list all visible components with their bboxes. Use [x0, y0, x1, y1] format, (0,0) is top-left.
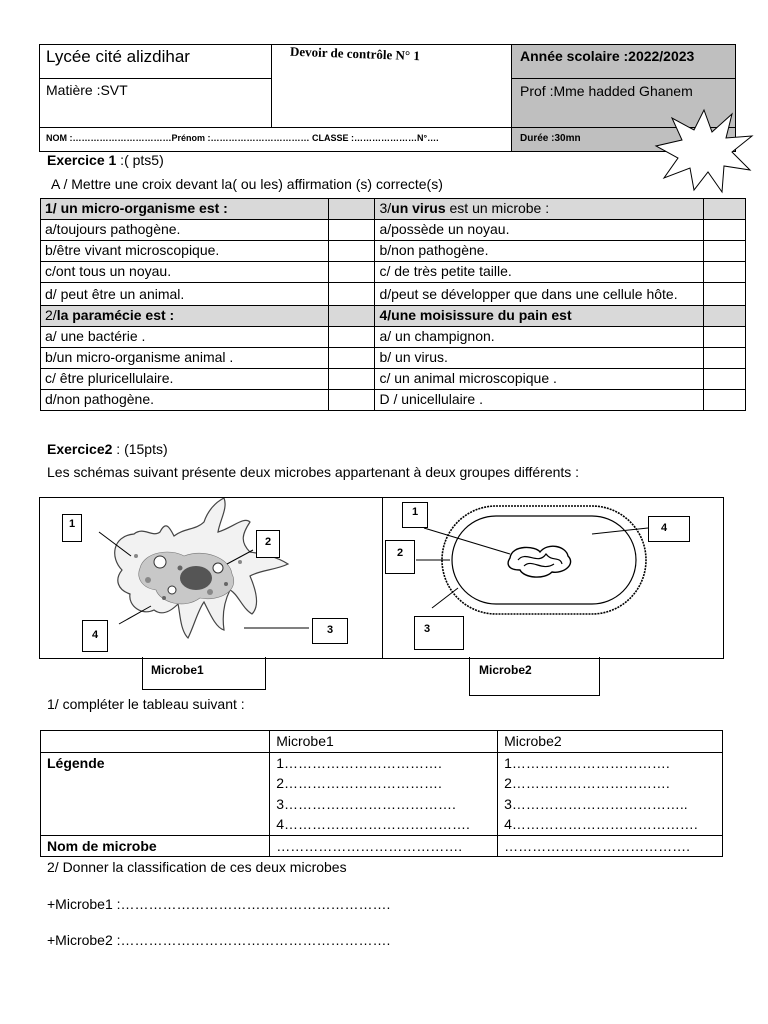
student-info-line: NOM :……………………………Prénom :…………………………… CLASSE :…………………N°….: [46, 133, 439, 143]
microbe1-label-box-1: 1: [62, 514, 82, 542]
answer-box[interactable]: [329, 369, 375, 390]
option: b/ un virus.: [375, 348, 703, 369]
microbe1-legend-answers[interactable]: [270, 752, 498, 835]
microbe1-name-answer[interactable]: ………………………………….: [270, 835, 498, 857]
answer-line[interactable]: 1…………………………….: [276, 754, 442, 771]
quiz-row: [41, 369, 746, 390]
quiz-header-row: [41, 199, 746, 220]
subject: Matière :SVT: [46, 82, 128, 98]
answer-box[interactable]: [703, 369, 745, 390]
legend-label: Légende: [41, 752, 270, 835]
exercise2-title: Exercice2 : (15pts): [47, 441, 168, 457]
exercise1-instruction: A / Mettre une croix devant la( ou les) affirmation (s) correcte(s): [51, 176, 443, 192]
school-year: Année scolaire :2022/2023: [520, 48, 695, 64]
option: c/ont tous un noyau.: [41, 262, 329, 283]
microbe1-label-box-3: 3: [312, 618, 348, 644]
legend-row: [41, 752, 723, 835]
answer-box[interactable]: [703, 306, 745, 327]
microbe1-label: Microbe1: [151, 663, 204, 677]
classification-answer-2[interactable]: +Microbe2 :………………………………………………….: [47, 932, 391, 948]
school-year-cell: [512, 45, 735, 79]
microbe2-label-box-4: 4: [648, 516, 690, 542]
teacher: Prof :Mme hadded Ghanem: [520, 83, 693, 99]
answer-line[interactable]: 4………………………………….: [504, 816, 698, 832]
answer-line[interactable]: 4………………………………….: [276, 816, 470, 832]
answer-line[interactable]: 1…………………………….: [504, 754, 670, 771]
answer-box[interactable]: [329, 199, 375, 220]
grade-star-badge: [654, 108, 754, 194]
title-cell: [272, 45, 512, 128]
quiz-row: [41, 348, 746, 369]
exam-title: Devoir de contrôle N° 1: [289, 43, 421, 64]
answer-box[interactable]: [703, 220, 745, 241]
option: b/être vivant microscopique.: [41, 241, 329, 262]
question-2: 2/la paramécie est :: [41, 306, 329, 327]
answer-box[interactable]: [329, 241, 375, 262]
question-3: 3/un virus est un microbe :: [375, 199, 703, 220]
answer-box[interactable]: [703, 241, 745, 262]
answer-box[interactable]: [329, 306, 375, 327]
answer-line[interactable]: 3……………………………….: [276, 795, 456, 812]
option: c/ un animal microscopique .: [375, 369, 703, 390]
school-name: Lycée cité alizdihar: [46, 47, 190, 66]
option: a/ un champignon.: [375, 327, 703, 348]
answer-line[interactable]: 3………………………………..: [504, 795, 688, 812]
name-row: [41, 835, 723, 857]
name-label: Nom de microbe: [41, 835, 270, 857]
col-microbe2: Microbe2: [498, 731, 723, 753]
option: a/toujours pathogène.: [41, 220, 329, 241]
option: d/non pathogène.: [41, 390, 329, 411]
subject-cell: [40, 79, 272, 128]
microbe2-legend-answers[interactable]: [498, 752, 723, 835]
classification-answer-1[interactable]: +Microbe1 :………………………………………………….: [47, 896, 391, 912]
question-4: 4/une moisissure du pain est: [375, 306, 703, 327]
school-cell: [40, 45, 272, 79]
duration: Durée :30mn: [520, 133, 581, 144]
microbe2-label-box-2: 2: [385, 540, 415, 574]
microbe2-label-box: [469, 657, 600, 696]
exercise2-question2: 2/ Donner la classification de ces deux microbes: [47, 859, 347, 875]
answer-box[interactable]: [329, 390, 375, 411]
option: D / unicellulaire .: [375, 390, 703, 411]
quiz-row: [41, 241, 746, 262]
microbe2-label-box-1: 1: [402, 502, 428, 528]
quiz-row: [41, 390, 746, 411]
answer-box[interactable]: [703, 283, 745, 306]
microbe1-label-box-2: 2: [256, 530, 280, 558]
answer-box[interactable]: [703, 199, 745, 220]
option: c/ de très petite taille.: [375, 262, 703, 283]
exercise1-title: Exercice 1 :( pts5): [47, 152, 164, 168]
option: c/ être pluricellulaire.: [41, 369, 329, 390]
exercise2-question1: 1/ compléter le tableau suivant :: [47, 696, 245, 712]
answer-box[interactable]: [329, 348, 375, 369]
answer-box[interactable]: [703, 327, 745, 348]
microbe1-label-box-4: 4: [82, 620, 108, 652]
exercise2-intro: Les schémas suivant présente deux microbes appartenant à deux groupes différents :: [47, 464, 580, 480]
microbe2-name-answer[interactable]: ………………………………….: [498, 835, 723, 857]
answer-box[interactable]: [703, 348, 745, 369]
quiz-row: [41, 283, 746, 306]
answer-box[interactable]: [329, 327, 375, 348]
quiz-table: [40, 198, 746, 411]
quiz-row: [41, 220, 746, 241]
microbe1-label-box: [142, 657, 266, 690]
empty-cell: [41, 731, 270, 753]
question-1: 1/ un micro-organisme est :: [41, 199, 329, 220]
exam-header: [39, 44, 736, 152]
option: b/un micro-organisme animal .: [41, 348, 329, 369]
microbe-table-header: [41, 731, 723, 753]
answer-box[interactable]: [329, 220, 375, 241]
microbe-table: [40, 730, 723, 857]
answer-line[interactable]: 2…………………………….: [504, 775, 670, 791]
answer-box[interactable]: [329, 262, 375, 283]
col-microbe1: Microbe1: [270, 731, 498, 753]
microbe2-label: Microbe2: [479, 663, 532, 677]
quiz-row: [41, 327, 746, 348]
microbe2-label-box-3: 3: [414, 616, 464, 650]
answer-box[interactable]: [703, 390, 745, 411]
quiz-row: [41, 262, 746, 283]
student-info-cell: [40, 128, 512, 151]
option: a/ une bactérie .: [41, 327, 329, 348]
answer-box[interactable]: [329, 283, 375, 306]
option: b/non pathogène.: [375, 241, 703, 262]
answer-line[interactable]: 2…………………………….: [276, 775, 442, 791]
quiz-header-row: [41, 306, 746, 327]
option: a/possède un noyau.: [375, 220, 703, 241]
answer-box[interactable]: [703, 262, 745, 283]
option: d/ peut être un animal.: [41, 283, 329, 306]
option: d/peut se développer que dans une cellule hôte.: [375, 283, 703, 306]
